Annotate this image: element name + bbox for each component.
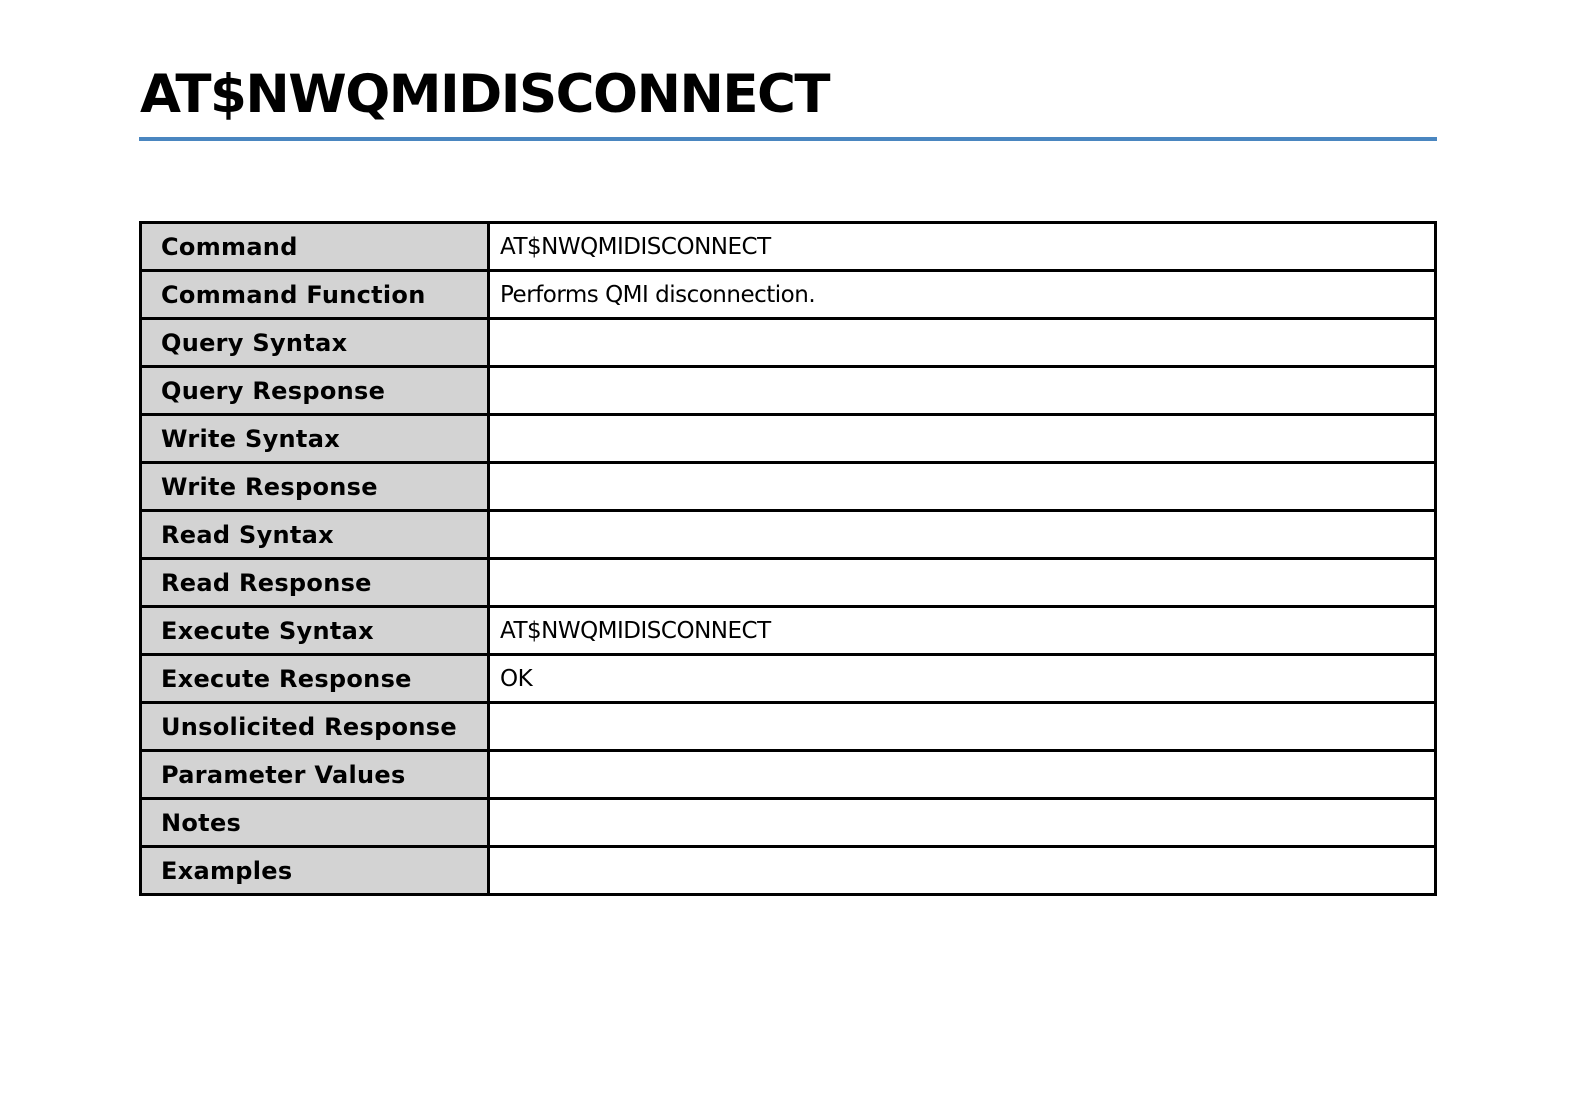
- table-row: [141, 415, 1436, 463]
- row-label-write-syntax: Write Syntax: [141, 415, 489, 463]
- title-divider: [139, 137, 1437, 141]
- row-value-command: AT$NWQMIDISCONNECT: [489, 223, 1436, 271]
- table-row: [141, 607, 1436, 655]
- table-row: [141, 271, 1436, 319]
- row-label-unsolicited-response: Unsolicited Response: [141, 703, 489, 751]
- row-label-command-function: Command Function: [141, 271, 489, 319]
- row-label-execute-syntax: Execute Syntax: [141, 607, 489, 655]
- command-table: [139, 221, 1437, 896]
- row-value-notes: [489, 799, 1436, 847]
- row-value-execute-syntax: AT$NWQMIDISCONNECT: [489, 607, 1436, 655]
- table-row: [141, 223, 1436, 271]
- row-value-query-syntax: [489, 319, 1436, 367]
- row-value-parameter-values: [489, 751, 1436, 799]
- table-row: [141, 559, 1436, 607]
- row-value-read-syntax: [489, 511, 1436, 559]
- table-row: [141, 847, 1436, 895]
- table-row: [141, 751, 1436, 799]
- row-label-read-syntax: Read Syntax: [141, 511, 489, 559]
- table-row: [141, 463, 1436, 511]
- row-label-write-response: Write Response: [141, 463, 489, 511]
- row-value-examples: [489, 847, 1436, 895]
- table-row: [141, 655, 1436, 703]
- row-label-read-response: Read Response: [141, 559, 489, 607]
- row-value-write-response: [489, 463, 1436, 511]
- table-row: [141, 799, 1436, 847]
- row-value-write-syntax: [489, 415, 1436, 463]
- row-value-unsolicited-response: [489, 703, 1436, 751]
- row-label-query-response: Query Response: [141, 367, 489, 415]
- row-value-execute-response: OK: [489, 655, 1436, 703]
- row-value-command-function: Performs QMI disconnection.: [489, 271, 1436, 319]
- page-title: AT$NWQMIDISCONNECT: [140, 64, 830, 125]
- row-label-command: Command: [141, 223, 489, 271]
- row-label-notes: Notes: [141, 799, 489, 847]
- table-row: [141, 703, 1436, 751]
- row-label-execute-response: Execute Response: [141, 655, 489, 703]
- row-value-query-response: [489, 367, 1436, 415]
- row-value-read-response: [489, 559, 1436, 607]
- row-label-parameter-values: Parameter Values: [141, 751, 489, 799]
- row-label-examples: Examples: [141, 847, 489, 895]
- table-row: [141, 367, 1436, 415]
- row-label-query-syntax: Query Syntax: [141, 319, 489, 367]
- table-row: [141, 511, 1436, 559]
- table-row: [141, 319, 1436, 367]
